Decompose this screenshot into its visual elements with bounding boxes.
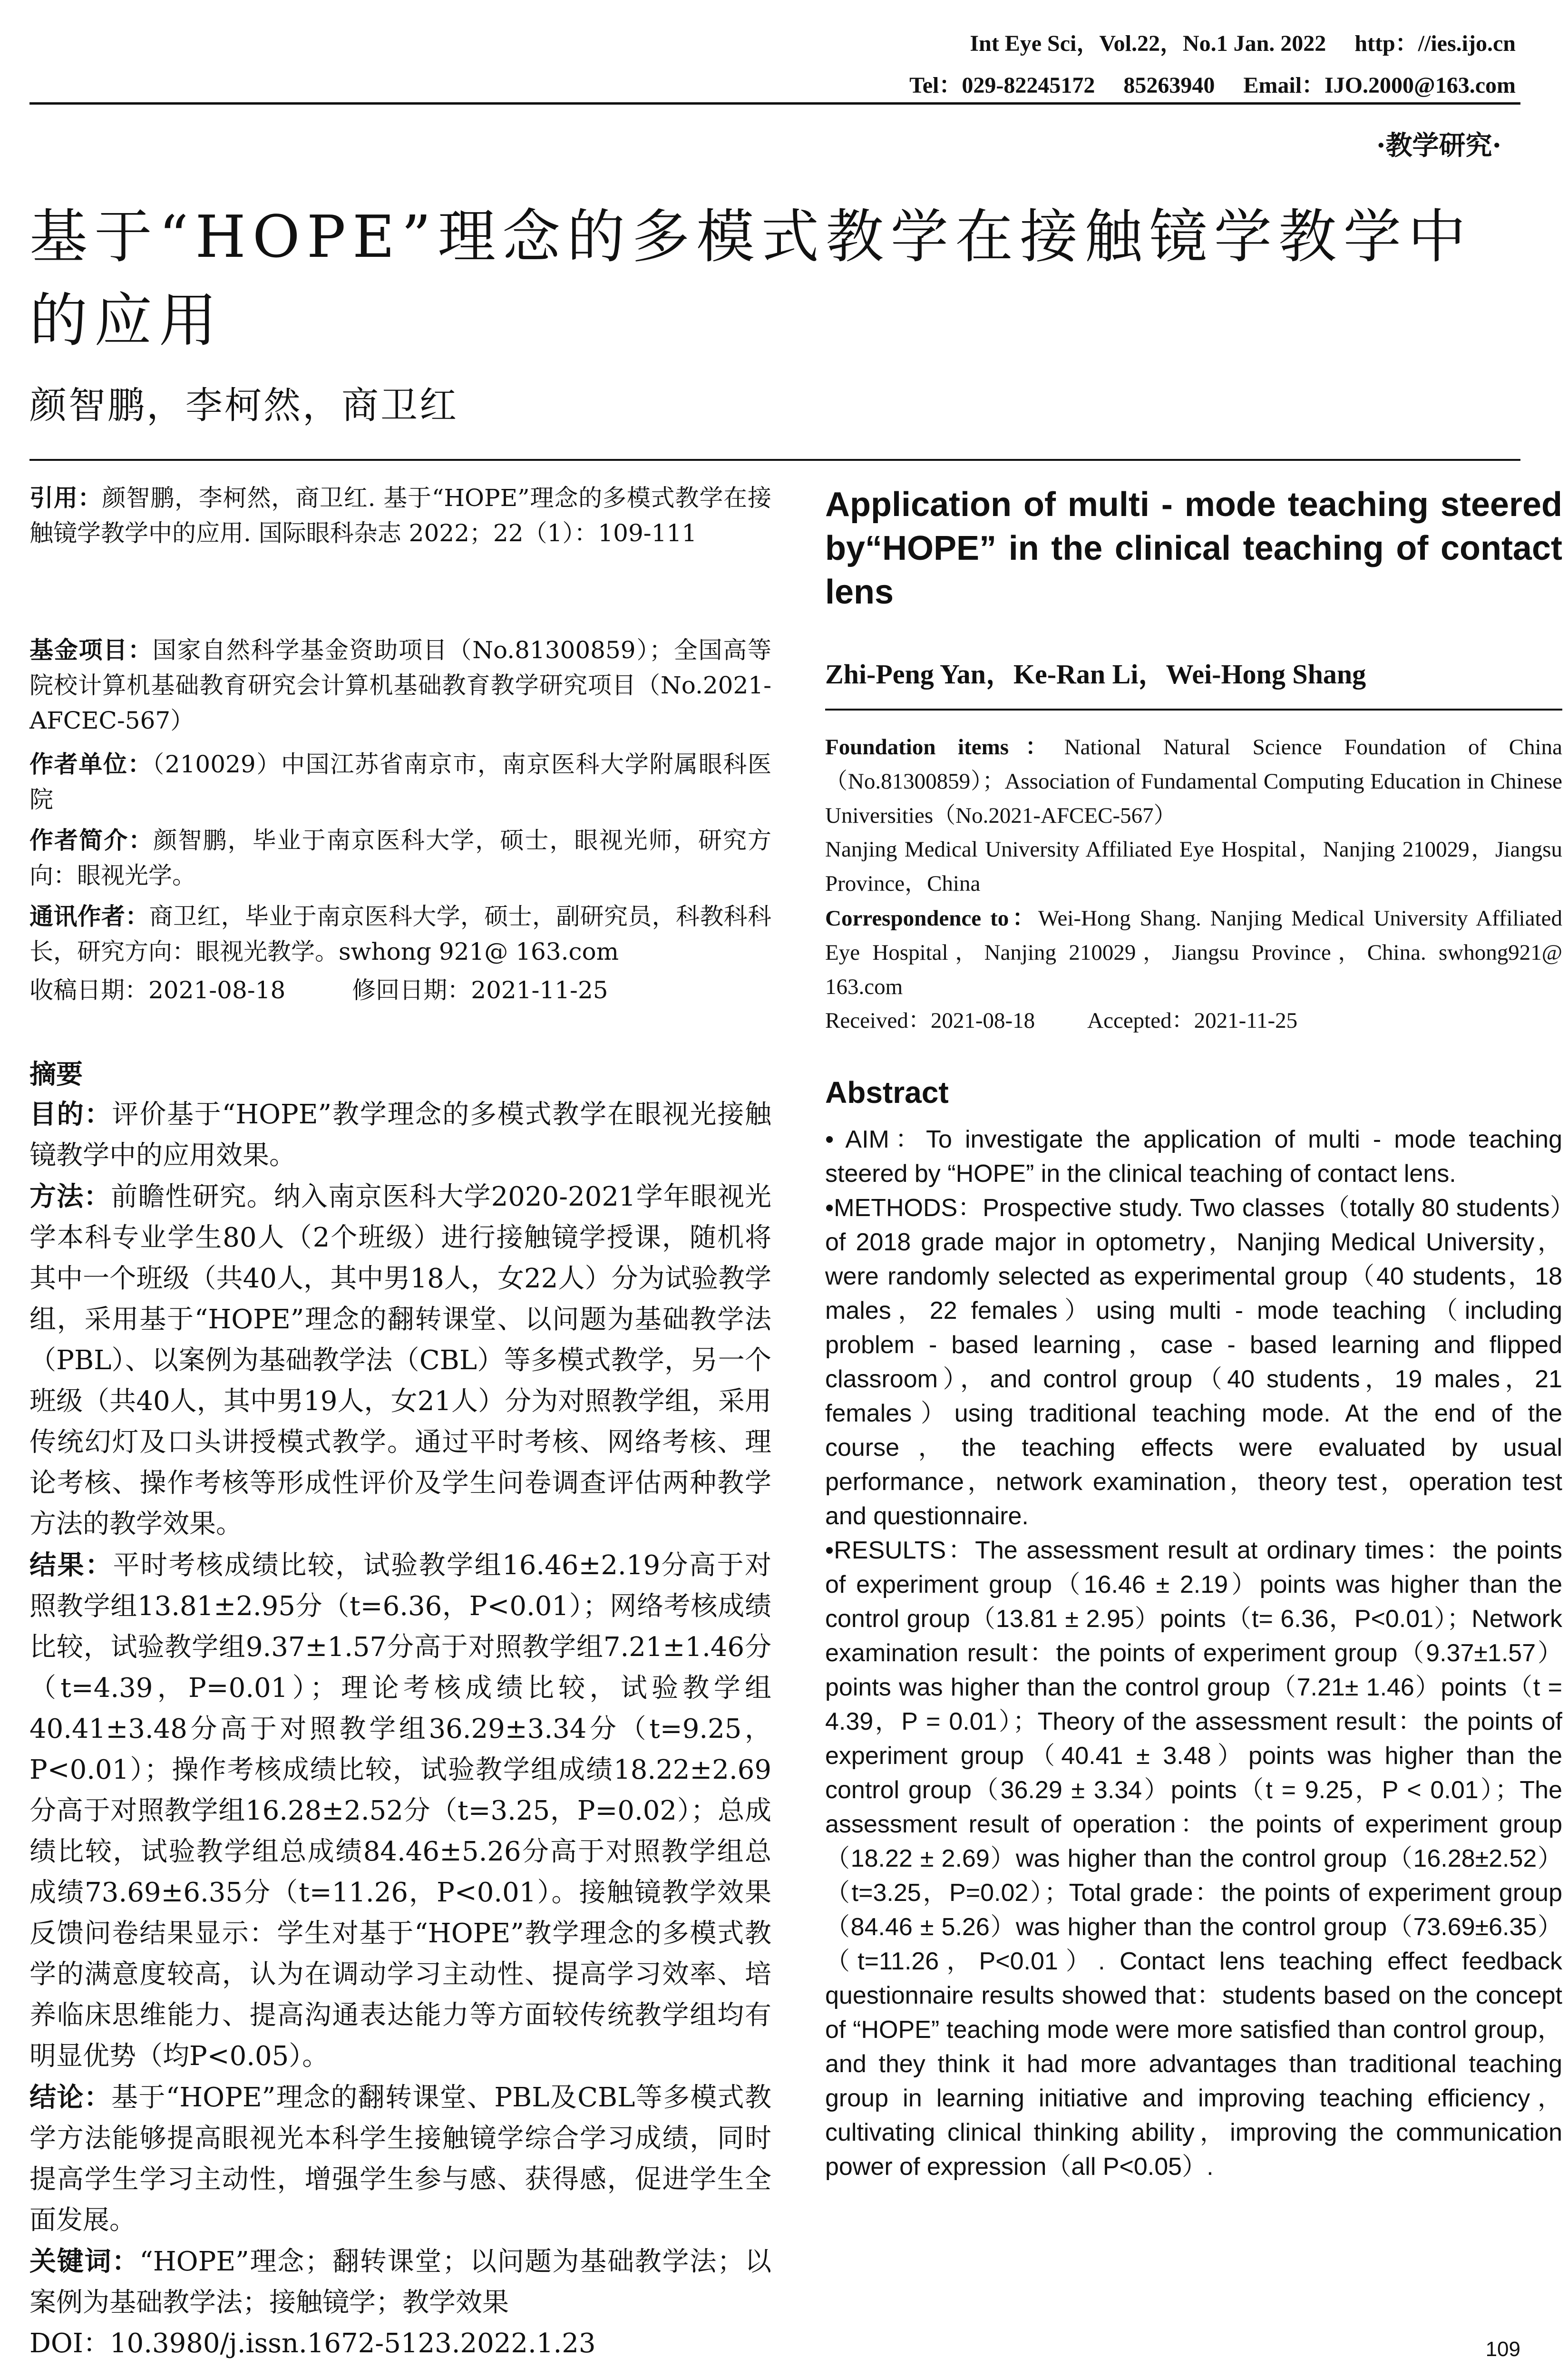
abstract-heading-en: Abstract [825,1075,949,1110]
author-bio-label: 作者简介： [29,826,154,854]
revised-date: 修回日期：2021-11-25 [352,976,608,1004]
journal-website[interactable]: http：//ies.ijo.cn [1354,31,1516,56]
english-affiliation: Nanjing Medical University Affiliated Eye Hospital，Nanjing 210029，Jiangsu Province，China [825,837,1562,896]
paper-authors: 颜智鹏，李柯然，商卫红 [29,384,459,427]
english-authors: Zhi-Peng Yan，Ke-Ran Li，Wei-Hong Shang [825,659,1366,690]
english-fund-label: Foundation items： [825,735,1064,760]
english-correspondence-text: Wei-Hong Shang. Nanjing Medical University Affiliated Eye Hospital，Nanjing 210029，Jiangsu Province，China. swhong921@ 163.com [825,906,1562,999]
abstract-aim-cn: 目的：评价基于“HOPE”教学理念的多模式教学在眼视光接触镜教学中的应用效果。 [29,1099,772,1171]
correspondence-text: 商卫红，毕业于南京医科大学，硕士，副研究员，科教科科长，研究方向：眼视光教学。swhong 921@ 163.com [29,903,772,965]
author-bio-text: 颜智鹏，毕业于南京医科大学，硕士，眼视光师，研究方向：眼视光学。 [29,827,772,889]
correspondence-block [29,899,771,969]
page-number: 109 [1485,2338,1520,2361]
title-divider [29,459,1520,461]
english-correspondence-label: Correspondence to： [825,906,1038,931]
abstract-aim-en: • AIM：To investigate the application of multi - mode teaching steered by “HOPE” in the clinical teaching of contact lens. [825,1126,1562,1188]
section-tag: ·教学研究· [1376,130,1501,161]
abstract-results-en: •RESULTS：The assessment result at ordinary times：the points of experiment group（16.46 ± 2.19）points was higher than the control group（13.81 ± 2.95）points（t= 6.36，P<0.01）；Network examination result：the points of experiment group（9.37±1.57）points was higher than the control group（7.21± 1.46）points（t = 4.39，P = 0.01）；Theory of the assessment result：the points of experiment group（40.41 ± 3.48）points was higher than the control group（36.29 ± 3.34）points（t = 9.25，P < 0.01）；The assessment result of operation：the points of experiment group（18.22 ± 2.69）was higher than the control group（16.28±2.52）（t=3.25，P=0.02）；Total grade：the points of experiment group（84.46 ± 5.26）was higher than the control group（73.69±6.35）（t=11.26，P<0.01）. Contact lens teaching effect feedback questionnaire results showed that：students based on the concept of “HOPE” teaching mode were more satisfied than control group，and they think it had more advantages than traditional teaching group in learning initiative and improving teaching efficiency，cultivating clinical thinking ability，improving the communication power of expression（all P<0.05）. [825,1537,1562,2181]
citation-text: 颜智鹏，李柯然，商卫红. 基于“HOPE”理念的多模式教学在接触镜学教学中的应用. 国际眼科杂志 2022；22（1）：109-111 [29,484,771,547]
english-received: Received：2021-08-18 [825,1008,1035,1033]
journal-tel: Tel：029-82245172 [909,73,1095,98]
correspondence-label: 通讯作者： [29,902,149,930]
header-divider [29,102,1520,105]
doi[interactable]: DOI：10.3980/j.issn.1672-5123.2022.1.23 [29,2328,596,2359]
english-authors-divider [825,709,1562,711]
abstract-heading-cn: 摘要 [29,1059,83,1090]
fund-text: 国家自然科学基金资助项目（No.81300859）；全国高等院校计算机基础教育研究会计算机基础教育教学研究项目（No.2021-AFCEC-567） [29,636,772,734]
journal-email[interactable]: Email：IJO.2000@163.com [1243,73,1516,98]
affiliation-label: 作者单位： [29,750,153,778]
english-fund-text: National Natural Science Foundation of China（No.81300859）；Association of Fundamental Computing Education in Chinese Universities（No.2021-AFCEC-567） [825,735,1562,828]
abstract-body-cn [29,1094,771,2364]
affiliation-block [29,747,771,817]
author-bio-block [29,823,771,893]
dates-block [29,973,771,1008]
abstract-methods-cn: 方法：前瞻性研究。纳入南京医科大学2020-2021学年眼视光学本科专业学生80人（2个班级）进行接触镜学授课，随机将其中一个班级（共40人，其中男18人，女22人）分为试验教学组，采用基于“HOPE”理念的翻转课堂、以问题为基础教学法（PBL）、以案例为基础教学法（CBL）等多模式教学，另一个班级（共40人，其中男19人，女21人）分为对照教学组，采用传统幻灯及口头讲授模式教学。通过平时考核、网络考核、理论考核、操作考核等形成性评价及学生问卷调查评估两种教学方法的教学效果。 [29,1181,772,1539]
journal-tel2: 85263940 [1123,73,1215,98]
fund-label: 基金项目： [29,636,153,664]
affiliation-text: （210029）中国江苏省南京市，南京医科大学附属眼科医院 [29,750,771,813]
citation-block [29,480,771,551]
english-correspondence-block [825,901,1562,1004]
received-date: 收稿日期：2021-08-18 [29,976,286,1004]
english-dates [825,1003,1562,1038]
english-accepted: Accepted：2021-11-25 [1087,1008,1298,1033]
journal-header-line2 [909,67,1516,99]
journal-header-line1 [970,25,1516,58]
abstract-methods-en: •METHODS：Prospective study. Two classes（totally 80 students）of 2018 grade major in optometry，Nanjing Medical University，were randomly selected as experimental group（40 students，18 males，22 females）using multi - mode teaching（including problem - based learning，case - based learning and flipped classroom），and control group（40 students，19 males，21 females）using traditional teaching mode. At the end of the course，the teaching effects were evaluated by usual performance，network examination，theory test，operation test and questionnaire. [825,1194,1563,1530]
keywords-cn: 关键词：“HOPE”理念；翻转课堂；以问题为基础教学法；以案例为基础教学法；接触镜学；教学效果 [29,2246,772,2318]
abstract-results-cn: 结果：平时考核成绩比较，试验教学组16.46±2.19分高于对照教学组13.81±2.95分（t=6.36，P<0.01）；网络考核成绩比较，试验教学组9.37±1.57分高于对照教学组7.21±1.46分（t=4.39，P=0.01）；理论考核成绩比较，试验教学组40.41±3.48分高于对照教学组36.29±3.34分（t=9.25，P<0.01）；操作考核成绩比较，试验教学组成绩18.22±2.69分高于对照教学组16.28±2.52分（t=3.25，P=0.02）；总成绩比较，试验教学组总成绩84.46±5.26分高于对照教学组总成绩73.69±6.35分（t=11.26，P<0.01）。接触镜教学效果反馈问卷结果显示：学生对基于“HOPE”教学理念的多模式教学的满意度较高，认为在调动学习主动性、提高学习效率、培养临床思维能力、提高沟通表达能力等方面较传统教学组均有明显优势（均P<0.05）。 [29,1549,772,2072]
english-fund-block [825,730,1562,833]
journal-name: Int Eye Sci，Vol.22，No.1 Jan. 2022 [970,31,1326,56]
paper-title: 基于“HOPE”理念的多模式教学在接触镜学教学中的应用 [29,203,1473,354]
abstract-conclusion-cn: 结论：基于“HOPE”理念的翻转课堂、PBL及CBL等多模式教学方法能够提高眼视光本科学生接触镜学综合学习成绩，同时提高学生学习主动性，增强学生参与感、获得感，促进学生全面发展。 [29,2082,771,2236]
fund-block [29,633,771,738]
citation-label: 引用： [29,484,102,512]
english-title: Application of multi - mode teaching steered by“HOPE” in the clinical teaching of contact lens [825,486,1562,611]
abstract-body-en [825,1122,1562,2184]
